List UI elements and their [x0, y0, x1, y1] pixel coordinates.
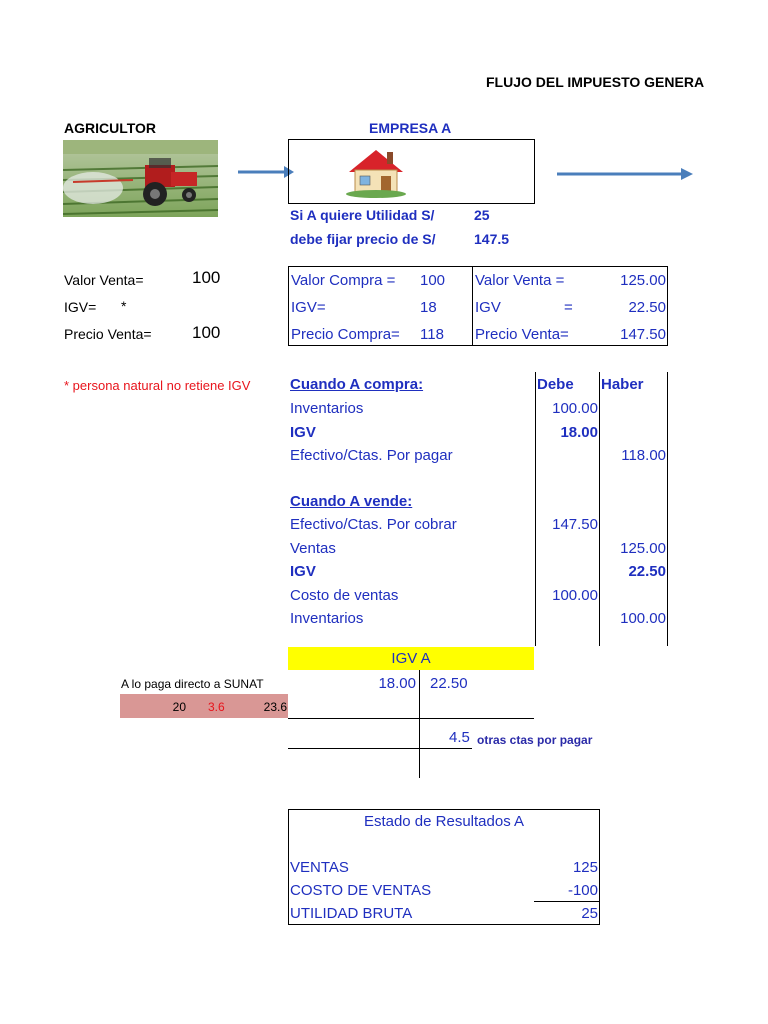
- empresa-heading: EMPRESA A: [369, 120, 452, 136]
- estado-row-value: 125: [572, 859, 598, 876]
- estado-row-label: UTILIDAD BRUTA: [290, 905, 413, 922]
- precio-compra-value: 118: [420, 326, 444, 343]
- journal-row-haber: 100.00: [620, 610, 666, 627]
- estado-row-label: COSTO DE VENTAS: [290, 882, 432, 899]
- house-icon: [343, 146, 409, 198]
- agri-valor-venta-label: Valor Venta=: [64, 272, 144, 288]
- compra-igv-label: IGV=: [291, 299, 326, 316]
- journal-row-haber: 125.00: [620, 539, 666, 557]
- valor-compra-value: 100: [420, 272, 446, 289]
- agricultor-heading: AGRICULTOR: [64, 120, 157, 136]
- journal-row-label: IGV: [290, 423, 316, 441]
- agri-igv-label: IGV=: [64, 299, 97, 315]
- estado-row-value: 25: [581, 905, 598, 922]
- precio-line: debe fijar precio de S/: [290, 231, 436, 247]
- journal-row-label: Inventarios: [290, 400, 364, 417]
- igv-t-saldo: 4.5: [449, 729, 470, 746]
- utilidad-value: 25: [474, 207, 490, 223]
- igv-t-header: IGV A: [391, 650, 431, 667]
- haber-header: Haber: [601, 376, 644, 393]
- journal-row-haber: 118.00: [621, 447, 666, 464]
- sunat-label: A lo paga directo a SUNAT: [121, 677, 264, 691]
- journal-row-label: Efectivo/Ctas. Por pagar: [290, 447, 453, 464]
- journal-row-debe: 147.50: [552, 516, 598, 533]
- sunat-v1: 20: [172, 700, 186, 714]
- estado-title: Estado de Resultados A: [363, 813, 525, 830]
- estado-row-label: VENTAS: [290, 859, 349, 876]
- journal-row-label: Costo de ventas: [290, 586, 399, 604]
- journal-row-haber: 22.50: [628, 563, 666, 580]
- precio-value: 147.5: [474, 231, 510, 247]
- empresa-box: [288, 139, 535, 204]
- valor-venta-value: 125.00: [620, 272, 666, 289]
- arrow-right-icon: [236, 162, 296, 182]
- journal-row-debe: 100.00: [552, 400, 598, 417]
- journal-row-debe: 100.00: [552, 586, 598, 604]
- venta-igv-label: IGV: [475, 299, 501, 316]
- page-title: FLUJO DEL IMPUESTO GENERA: [486, 74, 705, 90]
- venta-igv-value: 22.50: [628, 299, 666, 316]
- tractor-image: [63, 140, 218, 217]
- igv-t-haber: 22.50: [430, 675, 468, 692]
- agri-precio-venta-label: Precio Venta=: [64, 326, 152, 342]
- valor-compra-label: Valor Compra =: [291, 272, 396, 289]
- vende-heading: Cuando A vende:: [290, 493, 413, 510]
- journal-row-label: Ventas: [290, 539, 336, 557]
- precio-venta-label: Precio Venta=: [475, 326, 569, 343]
- arrow-right-icon: [555, 164, 695, 184]
- sunat-v3: 23.6: [263, 700, 287, 714]
- agri-igv-value: *: [121, 298, 127, 314]
- sunat-v2: 3.6: [208, 700, 225, 714]
- igv-t-saldo-note: otras ctas por pagar: [477, 733, 593, 747]
- agricultor-note: * persona natural no retiene IGV: [64, 378, 251, 393]
- precio-venta-value: 147.50: [620, 326, 666, 343]
- journal-row-debe: 18.00: [560, 423, 598, 441]
- precio-compra-label: Precio Compra=: [291, 326, 400, 343]
- journal-row-label: IGV: [290, 563, 316, 580]
- agri-precio-venta-value: 100: [192, 323, 221, 342]
- compra-heading: Cuando A compra:: [290, 376, 424, 393]
- journal-row-label: Efectivo/Ctas. Por cobrar: [290, 516, 457, 533]
- valor-venta-label: Valor Venta =: [475, 272, 565, 289]
- venta-igv-eq: =: [564, 299, 573, 316]
- estado-row-value: -100: [567, 882, 598, 899]
- utilidad-line: Si A quiere Utilidad S/: [290, 207, 435, 223]
- compra-igv-value: 18: [420, 299, 437, 316]
- agri-valor-venta-value: 100: [192, 268, 221, 287]
- journal-row-label: Inventarios: [290, 610, 364, 627]
- igv-t-debe: 18.00: [378, 675, 416, 692]
- debe-header: Debe: [537, 376, 574, 393]
